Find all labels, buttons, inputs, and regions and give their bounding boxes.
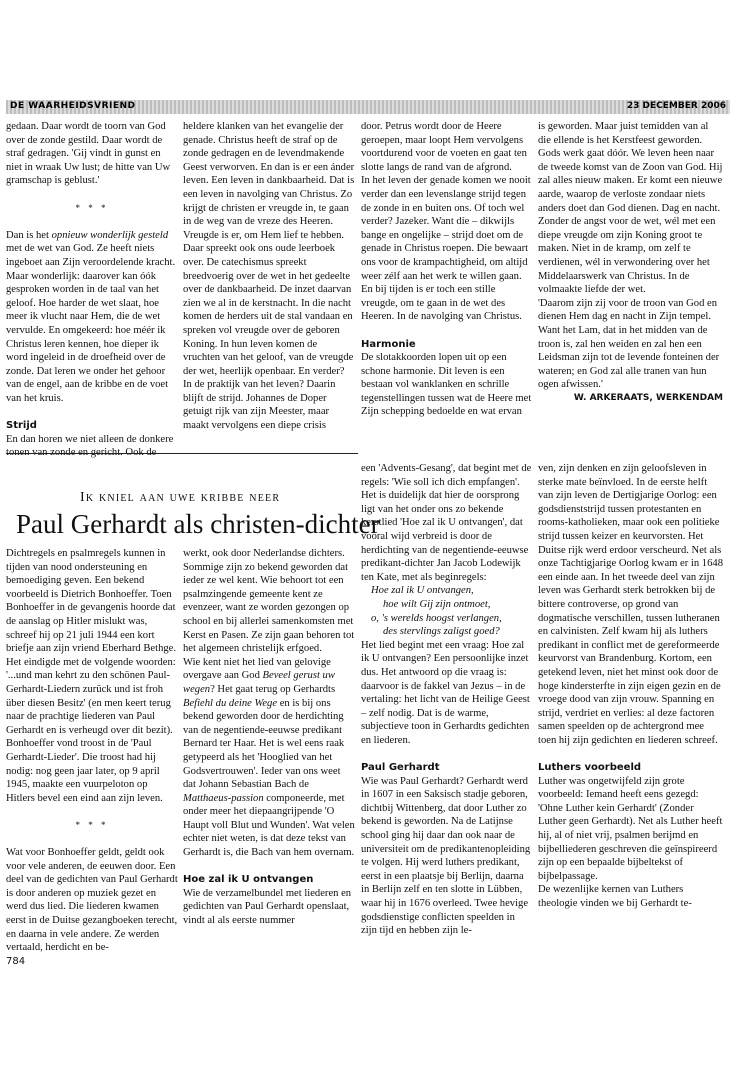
section-heading: Paul Gerhardt [361,762,440,774]
paragraph: Daar spreekt ook ons oude leerboek over. De catechismus spreekt breedvoerig over de wet in het gedeelte over de dankbaarheid. De inzet daarvan zien we al in de kerstnacht. In die nacht komen de herders uit de stal vandaan en spreken vol vreugde over de geboren Koning. In hun leven komen de vruchten van het geloof, van de vreugde der wet, heerlijk openbaar. En verder? In de praktijk van het leven? Daarin blijft de strijd. Johannes de Doper getuigt rijk van zijn Meester, maar maakt vervolgens een diepe crisis [183,243,354,432]
paragraph: ven, zijn denken en zijn geloofsleven in sterke mate beïnvloed. In de eerste helft van zijn leven de Dertigjarige Oorlog: een godsdienststrijd tussen protestanten en rooms-katholieken, maar ook een politieke strijd tussen keizer en keurvorsten. Het Duitse rijk werd erdoor verscheurd. Net als onze Tachtigjarige Oorlog kwam er in 1648 een einde aan. In het tweede deel van zijn leven was Gerhardt sterk betrokken bij de bittere controverse, op grond van dogmatische verschillen, tussen lutheranen en calvinisten. Zelf kwam hij als luthers predikant in conflict met de gereformeerde keurvorst van Brandenburg. Kortom, een getekend leven, niet het minst ook door de hoge kindersterfte in zijn eigen gezin en de vroege dood van zijn vrouw. Spanning en strijd, verdriet en verlies: al deze factoren samen speelden op de achtergrond mee toen hij zijn gedichten en liederen schreef. [538,463,723,746]
article-title: Paul Gerhardt als christen-dichter [16,509,380,539]
paragraph: Wie was Paul Gerhardt? Gerhardt werd in 1607 in een Saksisch stadje geboren, dichtbij Wittenberg, dat door Luther zo bekend is geworden. Na de Latijnse school ging hij daar dan ook naar de universiteit om de predikantenopleiding te volgen. Hij werd luthers predikant, eerst in een plaatsje bij Berlijn, daarna in Berlijn zelf en ten slotte in Lübben, waar hij in 1676 overleed. Twee hevige godsdienstige conflicten speelden in zijn tijd en hebben zijn le- [361,775,531,937]
paragraph [183,656,355,860]
top-column-2 [183,120,355,433]
paragraph: heldere klanken van het evangelie der genade. Christus heeft de straf op de zonde gedragen en de levendmakende Geest verworven. En dan is er een ánder leven. Een leven in dankbaarheid. Dat is een leven in navolging van Christus. Zo krijgt de christen er vreugde in, te gaan in de weg van de vreze des Heeren. Vreugde is er, om Hem lief te hebben. [183,121,355,241]
paragraph: De slotakkoorden lopen uit op een schone harmonie. Dit leven is een bestaan vol wanklanken en schrille tegenstellingen tussen wat de Heere met Zijn schepping bedoelde en wat ervan [361,352,532,418]
paragraph: gedaan. Daar wordt de toorn van God over de zonde gestild. Daar wordt de straf gedragen. 'Gij vindt in gunst en niet in wraak Uw lust; de hitte van Uw gramschap is geblust.' [6,121,171,187]
paragraph: 'Daarom zijn zij voor de troon van God en dienen Hem dag en nacht in Zijn tempel. Want het Lam, dat in het midden van de troon is, zal hen weiden en zal hen een Leidsman zijn tot de levende fonteinen der wateren; en God zal alle tranen van hun ogen afwissen.' [538,297,720,391]
section-heading: Hoe zal ik U ontvangen [183,874,314,886]
emphasis: Matthaeus-passion [183,792,264,804]
issue-date: 23 DECEMBER 2006 [626,101,726,111]
text-run: ? Het gaat terug op Gerhardts [210,683,336,695]
article-divider [6,453,358,454]
paragraph: Gods werk gaat dóór. We leven heen naar de tweede komst van de Zoon van God. Hij zal alles nieuw maken. Er komt een nieuwe aarde, waarop de verloste zondaar niets anders doet dan God dienen. Dag en nacht. Zonder de angst voor de wet, wél met een diepe vreugde om zijn Koning groot te maken. Niet in de kramp, om zelf te verdienen, wél in verwondering over het Middelaarswerk van Christus. In de volmaakte liefde der wet. [538,148,723,296]
text-run: met de wet van God. Ze heeft niets ingeboet aan Zijn veroordelende kracht. Maar wonderlijk: daarover kan óók gesproken worden in de taal van het geloof. Hoe harder de wet slaat, hoe meer ik vlucht naar Hem, die de wet vervulde. En omgekeerd: hoe méér ik Christus leren kennen, hoe dieper ik word ingeleid in de droefheid over de zonde. Dat leren we onder het gehoor van de engel, aan de kribbe en de voet van het kruis. [6,243,176,404]
paragraph: En dan horen we niet alleen de donkere tonen van zonde en gericht. Ook de [6,433,174,459]
paragraph [6,229,178,406]
paragraph: De wezenlijke kernen van Luthers theologie vinden we bij Gerhardt te- [538,884,692,909]
paragraph: een 'Advents-Gesang', dat begint met de regels: 'Wie soll ich dich empfangen'. Het is duidelijk dat hier de oorsprong ligt van het onder ons zo bekende kerstlied 'Hoe zal ik U ontvangen', dat vooral wijd verbreid is door de herdichting van de negentiende-eeuwse predikant-dichter Jan Jacob Lodewijk ten Kate, met als beginregels: [361,463,532,583]
text-run: Dan is het [6,229,52,241]
paragraph: Wie de verzamelbundel met liederen en gedichten van Paul Gerhardt openslaat, vindt al als eerste nummer [183,887,352,927]
running-header [6,100,730,114]
emphasis: opnieuw wonderlijk gesteld [51,229,169,241]
paragraph: Luther was ongetwijfeld zijn grote voorbeeld: Iemand heeft eens gezegd: 'Ohne Luther kein Gerhardt' (Zonder Luther geen Gerhardt). Net als Luther heeft hij, al of niet vrij, psalmen berijmd en bijbelliederen geschreven die geïnspireerd zijn op een bepaalde bijbeltekst of bijbelpassage. [538,775,723,882]
poem-line: des stervlings zaligst goed? [383,626,500,638]
paragraph: Het lied begint met een vraag: Hoe zal ik U ontvangen? Een persoonlijke inzet dus. Het antwoord op die vraag is: daarvoor is de fakkel van Jezus – in de vertaling: het licht van de Heilige Geest – zelf nodig. Dat is de warme, subjectieve toon in Gerhardts gedichten en liederen. [361,639,530,746]
poem-line: hoe wilt Gij zijn ontmoet, [383,598,491,610]
text-run: Wie kent niet het lied van gelovige overgave aan God [183,656,331,682]
article-column-4 [538,462,723,911]
poem-line: Hoe zal ik U ontvangen, [371,585,474,597]
publication-name: DE WAARHEIDSVRIEND [10,101,136,111]
author-signature: W. ARKERAATS, WERKENDAM [573,392,723,403]
paragraph: door. Petrus wordt door de Heere geroepen, maar loopt Hem vervolgens voortdurend voor de voeten en gaat ten slotte langs de rand van de afgrond. [361,121,527,173]
emphasis: Befiehl du deine Wege [183,697,278,709]
top-column-4 [538,120,723,405]
article-column-1 [6,547,178,968]
section-heading: Luthers voorbeeld [538,762,642,774]
poem-line: o, 's werelds hoogst verlangen, [371,612,502,624]
section-heading: Harmonie [361,338,416,350]
article-column-2 [183,547,355,928]
article-kicker: Ik kniel aan uwe kribbe neer [80,490,281,505]
paragraph: Wat voor Bonhoeffer geldt, geldt ook voor vele anderen, de eeuwen door. Een deel van de gedichten van Paul Gerhardt is door anderen op muziek gezet en werd dus lied. Die liederen kwamen eerst in de Duitse gezangboeken terecht, en daarna in vele andere. Ze werden vertaald, herdicht en be- [6,847,178,954]
section-divider: * * * [75,819,109,830]
paragraph: In het leven der genade komen we nooit verder dan een levenslange strijd tegen de zonde in en buiten ons. Of toch wel verder? Jazeker. Want die – dikwijls bange en ongelijke – strijd doet om de genade in Christus roepen. Die bewaart ons voor de krampachtigheid, om altijd weer zélf aan het werk te willen gaan. En bij tijden is er toch een stille vreugde, om te gaan in de wet des Heeren. In de navolging van Christus. [361,175,531,323]
section-divider: * * * [75,202,109,213]
top-column-3 [361,120,533,419]
article-column-3 [361,462,533,938]
paragraph: is geworden. Maar juist temidden van al die ellende is het Kerstfeest geworden. [538,121,709,146]
paragraph: werkt, ook door Nederlandse dichters. Sommige zijn zo bekend geworden dat ieder ze wel kent. Wie behoort tot een psalmzingende gemeente kent ze evenzeer, want ze worden gezongen op school en bij allerlei samenkomsten met Kerst en Pasen. Ze zijn gaan behoren tot het algemeen christelijk erfgoed. [183,548,355,655]
page-number: 784 [6,955,26,967]
poem-quote [361,584,533,638]
paragraph: Dichtregels en psalmregels kunnen in tijden van nood ondersteuning en bemoediging geven. Een bekend voorbeeld is Dietrich Bonhoeffer. Toen Bonhoeffer in de gevangenis hoorde dat de aanslag op Hitler mislukt was, schreef hij op 21 juli 1944 een kort briefje aan zijn vriend Eberhard Bethge. Het eindigde met de volgende woorden: '...und man kehrt zu den schönen Paul-Gerhardt-Liedern zurück und ist froh über diesen Besitz' (en men keert terug naar de prachtige liederen van Paul Gerhardt en is verheugd over dit bezit). Bonhoeffer vond troost in de 'Paul Gerhardt-Lieder'. Die troost had hij nodig: nog geen jaar later, op 9 april 1945, maakte een vuurpeloton op Hitlers bevel een eind aan zijn leven. [6,548,177,804]
text-run: en is bij ons bekend geworden door de herdichting van de negentiende-eeuwse predikant Bernard ter Haar. Het is wel eens raak getypeerd als het 'Hooglied van het Godsvertrouwen'. Ieder van ons weet dat Johann Sebastian Bach de [183,697,345,791]
top-column-1 [6,120,178,460]
emphasis: Beveel gerust uw wegen [183,670,335,695]
text-run: componeerde, met onder meer het diepaangrijpende 'O Haupt voll Blut und Wunden'. Wat velen echter niet weten, is dat deze tekst van Gerhardt is, die Bach van hem overnam. [183,792,355,859]
section-heading: Strijd [6,420,37,432]
